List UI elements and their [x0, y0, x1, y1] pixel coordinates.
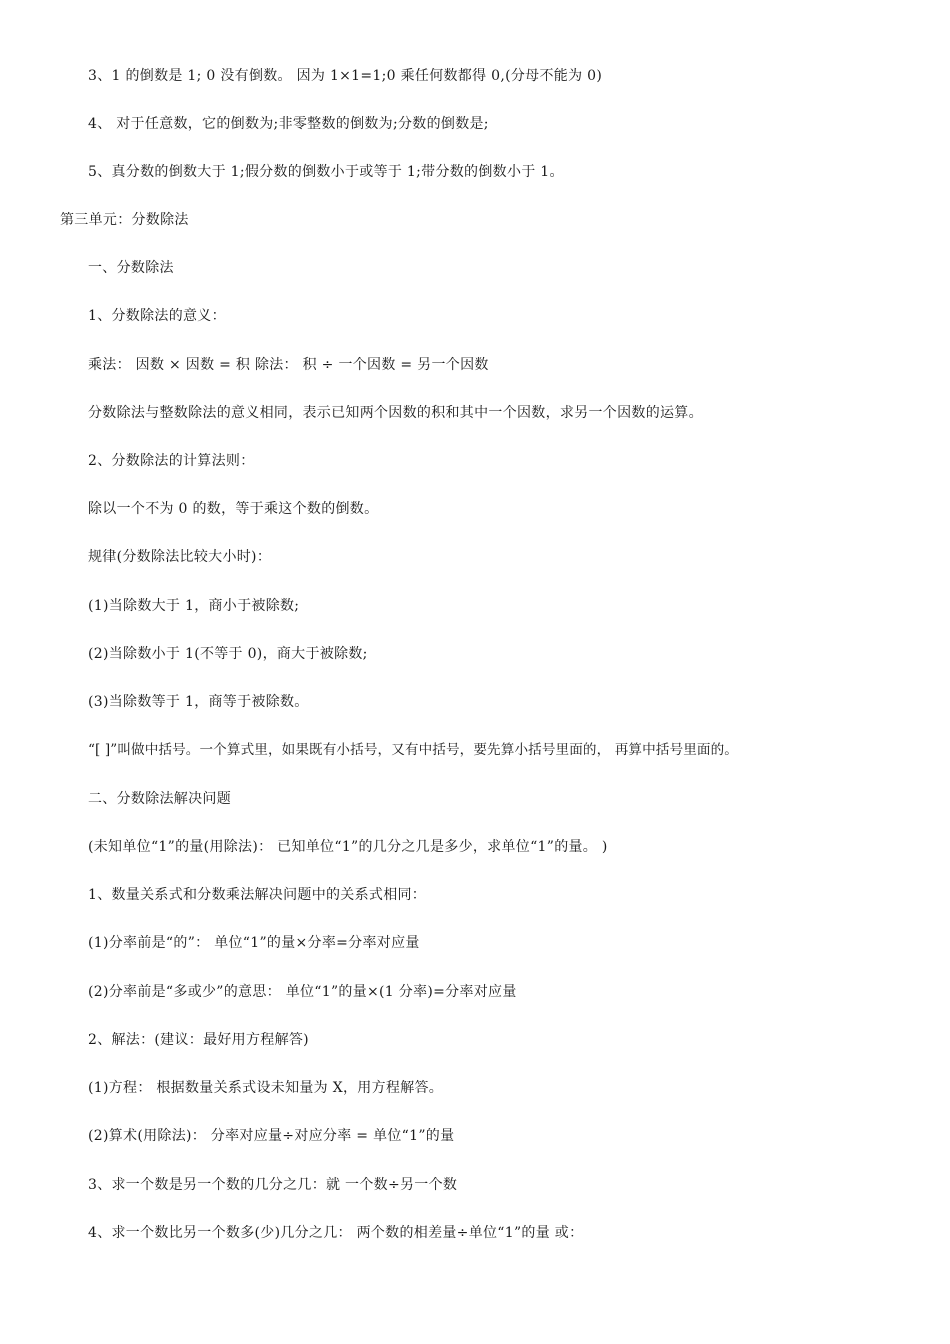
- text-line: 5、真分数的倒数大于 1;假分数的倒数小于或等于 1;带分数的倒数小于 1。: [88, 164, 564, 180]
- text-line: (2)当除数小于 1(不等于 0)，商大于被除数;: [88, 646, 368, 662]
- text-line: (1)分率前是“的”： 单位“1”的量×分率=分率对应量: [88, 935, 420, 951]
- text-line: 2、解法：(建议：最好用方程解答): [88, 1032, 309, 1048]
- section-heading: 第三单元：分数除法: [60, 212, 189, 228]
- subsection-heading: 二、分数除法解决问题: [88, 791, 231, 807]
- text-line: 4、求一个数比另一个数多(少)几分之几： 两个数的相差量÷单位“1”的量 或：: [88, 1225, 584, 1241]
- subsection-heading: 一、分数除法: [88, 260, 174, 276]
- text-line: 1、分数除法的意义：: [88, 308, 226, 324]
- text-line: 除以一个不为 0 的数，等于乘这个数的倒数。: [88, 501, 379, 517]
- text-line: “[ ]”叫做中括号。一个算式里，如果既有小括号，又有中括号，要先算小括号里面的， 再算中括号里面的。: [88, 742, 738, 758]
- text-line: 1、数量关系式和分数乘法解决问题中的关系式相同：: [88, 887, 427, 903]
- text-line: (未知单位“1”的量(用除法)： 已知单位“1”的几分之几是多少，求单位“1”的量。 ): [88, 839, 608, 855]
- text-line: (1)当除数大于 1，商小于被除数;: [88, 598, 300, 614]
- text-line: (3)当除数等于 1，商等于被除数。: [88, 694, 309, 710]
- text-line: (2)分率前是“多或少”的意思： 单位“1”的量×(1 分率)=分率对应量: [88, 984, 517, 1000]
- text-line: 4、 对于任意数，它的倒数为;非零整数的倒数为;分数的倒数是;: [88, 116, 489, 132]
- text-line: 3、1 的倒数是 1; 0 没有倒数。 因为 1×1=1;0 乘任何数都得 0,(分母不能为 0): [88, 68, 603, 84]
- text-line: (1)方程： 根据数量关系式设未知量为 X，用方程解答。: [88, 1080, 444, 1096]
- text-line: 规律(分数除法比较大小时)：: [88, 549, 272, 565]
- text-line: (2)算术(用除法)： 分率对应量÷对应分率 = 单位“1”的量: [88, 1128, 455, 1144]
- formula-line: 乘法： 因数 × 因数 = 积 除法： 积 ÷ 一个因数 = 另一个因数: [88, 357, 489, 373]
- text-line: 2、分数除法的计算法则：: [88, 453, 255, 469]
- text-line: 分数除法与整数除法的意义相同，表示已知两个因数的积和其中一个因数，求另一个因数的运算。: [88, 405, 703, 421]
- text-line: 3、求一个数是另一个数的几分之几：就 一个数÷另一个数: [88, 1177, 458, 1193]
